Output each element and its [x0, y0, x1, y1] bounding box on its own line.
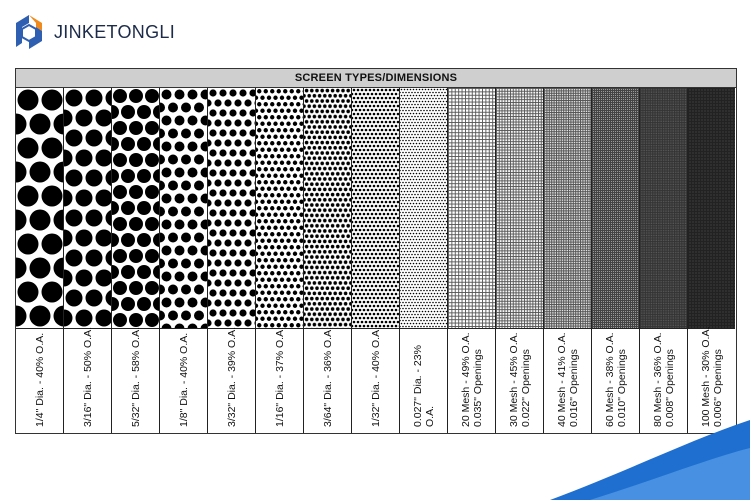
- screen-type-column: [16, 88, 64, 433]
- screen-type-label-cell: [400, 329, 447, 433]
- screen-type-spec: 1/4" Dia. - 40% O.A.: [33, 332, 46, 427]
- screen-pattern-swatch: [688, 88, 735, 329]
- screen-type-label: [370, 327, 382, 427]
- screen-type-label: [460, 332, 484, 427]
- screen-type-label-cell: [16, 329, 63, 433]
- screen-type-label: [412, 345, 436, 427]
- table-columns: [16, 88, 736, 433]
- screen-pattern-swatch: [160, 88, 207, 329]
- screen-type-openings: 0.008" Openings: [663, 349, 676, 427]
- screen-type-openings: 0.006" Openings: [711, 349, 724, 427]
- screen-type-label-cell: [64, 326, 111, 433]
- screen-type-openings: 0.016" Openings: [567, 349, 580, 427]
- screen-type-label: [82, 327, 94, 427]
- screen-pattern-swatch: [544, 88, 591, 329]
- screen-type-label: [322, 327, 334, 427]
- screen-pattern-swatch: [208, 88, 255, 329]
- screen-type-column: [400, 88, 448, 433]
- screen-type-label: [274, 327, 286, 427]
- screen-type-column: [352, 88, 400, 433]
- screen-type-openings: 0.010" Openings: [615, 349, 628, 427]
- screen-type-spec: 80 Mesh - 36% O.A.: [651, 332, 664, 427]
- screen-pattern-swatch: [496, 88, 543, 329]
- screen-type-label: [34, 333, 46, 427]
- screen-pattern-swatch: [400, 88, 447, 329]
- screen-type-label: [130, 327, 142, 427]
- screen-type-label-cell: [112, 326, 159, 433]
- screen-type-column: [112, 88, 160, 433]
- screen-pattern-swatch: [256, 88, 303, 329]
- screen-type-label-cell: [256, 326, 303, 433]
- screen-type-spec: 1/8" Dia. - 40% O.A.: [177, 332, 190, 427]
- screen-type-column: [688, 88, 736, 433]
- brand-header: [12, 10, 175, 54]
- screen-type-spec: 1/16" Dia. - 37% O.A.: [273, 326, 286, 427]
- table-title-bar: [16, 69, 736, 88]
- screen-type-spec: 100 Mesh - 30% O.A.: [699, 326, 712, 427]
- brand-name: JINKETONGLI: [54, 21, 175, 42]
- screen-type-column: [544, 88, 592, 433]
- screen-type-spec: 3/16" Dia. - 50% O.A.: [81, 326, 94, 427]
- screen-type-spec: 1/32" Dia. - 40% O.A.: [369, 326, 382, 427]
- screen-pattern-swatch: [16, 88, 63, 329]
- screen-type-openings: O.A.: [423, 405, 436, 427]
- screen-type-spec: 40 Mesh - 41% O.A.: [555, 332, 568, 427]
- screen-pattern-swatch: [640, 88, 687, 329]
- screen-types-table: [15, 68, 737, 434]
- screen-type-label-cell: [208, 326, 255, 433]
- screen-type-column: [592, 88, 640, 433]
- screen-type-column: [208, 88, 256, 433]
- screen-type-column: [160, 88, 208, 433]
- screen-type-label-cell: [448, 329, 495, 433]
- screen-pattern-swatch: [112, 88, 159, 329]
- screen-type-openings: 0.035" Openings: [471, 349, 484, 427]
- screen-type-spec: 3/64" Dia. - 36% O.A.: [321, 326, 334, 427]
- screen-type-openings: 0.022" Openings: [519, 349, 532, 427]
- screen-pattern-swatch: [448, 88, 495, 329]
- jinketongli-logo-icon: [12, 13, 46, 51]
- screen-type-column: [256, 88, 304, 433]
- screen-type-column: [448, 88, 496, 433]
- screen-pattern-swatch: [592, 88, 639, 329]
- screen-type-spec: 20 Mesh - 49% O.A.: [459, 332, 472, 427]
- screen-type-spec: 5/32" Dia. - 58% O.A.: [129, 326, 142, 427]
- screen-type-label: [178, 333, 190, 427]
- screen-pattern-swatch: [64, 88, 111, 329]
- table-title: SCREEN TYPES/DIMENSIONS: [294, 72, 458, 84]
- screen-pattern-swatch: [352, 88, 399, 329]
- screen-type-spec: 60 Mesh - 38% O.A.: [603, 332, 616, 427]
- screen-type-label-cell: [352, 326, 399, 433]
- screen-type-label-cell: [304, 326, 351, 433]
- screen-type-column: [496, 88, 544, 433]
- screen-type-label: [226, 327, 238, 427]
- screen-pattern-swatch: [304, 88, 351, 329]
- screen-type-spec: 30 Mesh - 45% O.A.: [507, 332, 520, 427]
- screen-type-column: [304, 88, 352, 433]
- screen-type-spec: 0.027" Dia. - 23%: [411, 345, 424, 427]
- screen-type-column: [64, 88, 112, 433]
- decorative-swoosh: [490, 410, 750, 500]
- screen-type-column: [640, 88, 688, 433]
- screen-type-spec: 3/32" Dia. - 39% O.A.: [225, 326, 238, 427]
- screen-type-label-cell: [160, 329, 207, 433]
